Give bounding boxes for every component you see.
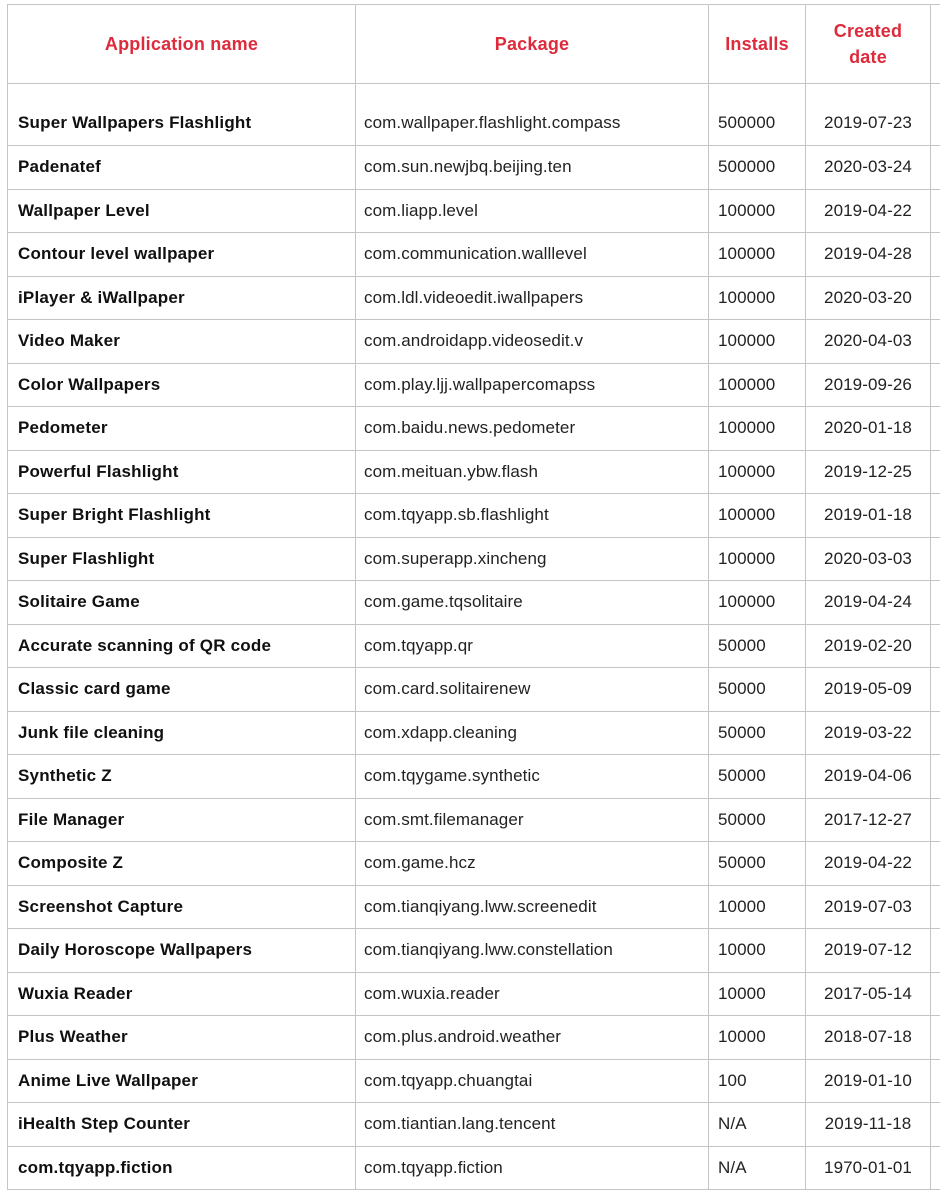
table-row (8, 929, 940, 973)
created-date-cell: 2019-11-18 (806, 1103, 931, 1147)
installs-cell: 100000 (709, 276, 806, 320)
extra-cell (931, 929, 940, 973)
package-cell: com.superapp.xincheng (356, 537, 709, 581)
table-row (8, 276, 940, 320)
installs-cell: N/A (709, 1103, 806, 1147)
table-row (8, 885, 940, 929)
app-name-cell: Classic card game (8, 668, 356, 712)
package-cell: com.tqyapp.fiction (356, 1146, 709, 1190)
app-name-cell: Daily Horoscope Wallpapers (8, 929, 356, 973)
extra-cell (931, 84, 940, 146)
created-date-cell: 2019-07-12 (806, 929, 931, 973)
package-cell: com.wuxia.reader (356, 972, 709, 1016)
installs-cell: 100000 (709, 494, 806, 538)
installs-cell: N/A (709, 1146, 806, 1190)
package-cell: com.tqygame.synthetic (356, 755, 709, 799)
table-row (8, 711, 940, 755)
app-name-cell: Color Wallpapers (8, 363, 356, 407)
table-row (8, 494, 940, 538)
table-row (8, 1016, 940, 1060)
extra-cell (931, 885, 940, 929)
extra-cell (931, 1103, 940, 1147)
app-name-cell: Plus Weather (8, 1016, 356, 1060)
extra-cell (931, 755, 940, 799)
table-row (8, 233, 940, 277)
extra-cell (931, 842, 940, 886)
table-row (8, 1103, 940, 1147)
app-name-cell: Wallpaper Level (8, 189, 356, 233)
created-date-cell: 1970-01-01 (806, 1146, 931, 1190)
col-header-created-date: Created date (806, 5, 931, 84)
package-cell: com.tqyapp.sb.flashlight (356, 494, 709, 538)
installs-cell: 10000 (709, 929, 806, 973)
created-date-cell: 2020-01-18 (806, 407, 931, 451)
extra-cell (931, 407, 940, 451)
table-row (8, 84, 940, 146)
app-name-cell: Pedometer (8, 407, 356, 451)
installs-cell: 100 (709, 1059, 806, 1103)
app-name-cell: Synthetic Z (8, 755, 356, 799)
app-name-cell: com.tqyapp.fiction (8, 1146, 356, 1190)
package-cell: com.sun.newjbq.beijing.ten (356, 146, 709, 190)
app-name-cell: Super Flashlight (8, 537, 356, 581)
extra-cell (931, 233, 940, 277)
installs-cell: 500000 (709, 84, 806, 146)
extra-cell (931, 494, 940, 538)
extra-cell (931, 1146, 940, 1190)
app-name-cell: File Manager (8, 798, 356, 842)
extra-cell (931, 972, 940, 1016)
package-cell: com.game.tqsolitaire (356, 581, 709, 625)
table-row (8, 624, 940, 668)
package-cell: com.liapp.level (356, 189, 709, 233)
extra-cell (931, 668, 940, 712)
installs-cell: 50000 (709, 668, 806, 712)
created-date-cell: 2018-07-18 (806, 1016, 931, 1060)
extra-cell (931, 363, 940, 407)
table-row (8, 798, 940, 842)
package-cell: com.meituan.ybw.flash (356, 450, 709, 494)
installs-cell: 100000 (709, 537, 806, 581)
created-date-cell: 2019-12-25 (806, 450, 931, 494)
created-date-cell: 2020-04-03 (806, 320, 931, 364)
installs-cell: 100000 (709, 581, 806, 625)
app-name-cell: Anime Live Wallpaper (8, 1059, 356, 1103)
package-cell: com.androidapp.videosedit.v (356, 320, 709, 364)
installs-cell: 100000 (709, 363, 806, 407)
package-cell: com.tqyapp.chuangtai (356, 1059, 709, 1103)
table-row (8, 668, 940, 712)
extra-cell (931, 1016, 940, 1060)
extra-cell (931, 798, 940, 842)
installs-cell: 100000 (709, 450, 806, 494)
installs-cell: 100000 (709, 407, 806, 451)
created-date-cell: 2019-02-20 (806, 624, 931, 668)
table-row (8, 146, 940, 190)
created-date-cell: 2019-01-18 (806, 494, 931, 538)
created-date-cell: 2019-05-09 (806, 668, 931, 712)
created-date-cell: 2019-07-23 (806, 84, 931, 146)
app-name-cell: iHealth Step Counter (8, 1103, 356, 1147)
extra-cell (931, 624, 940, 668)
app-name-cell: Screenshot Capture (8, 885, 356, 929)
table-row (8, 842, 940, 886)
app-name-cell: Contour level wallpaper (8, 233, 356, 277)
table-row (8, 1146, 940, 1190)
created-date-cell: 2019-04-06 (806, 755, 931, 799)
table-row (8, 537, 940, 581)
extra-cell (931, 1059, 940, 1103)
package-cell: com.baidu.news.pedometer (356, 407, 709, 451)
package-cell: com.smt.filemanager (356, 798, 709, 842)
installs-cell: 50000 (709, 711, 806, 755)
installs-cell: 500000 (709, 146, 806, 190)
created-date-cell: 2017-05-14 (806, 972, 931, 1016)
col-header-installs: Installs (709, 5, 806, 84)
app-name-cell: Video Maker (8, 320, 356, 364)
extra-cell (931, 711, 940, 755)
table-row (8, 189, 940, 233)
table-row (8, 363, 940, 407)
installs-cell: 50000 (709, 842, 806, 886)
app-name-cell: Composite Z (8, 842, 356, 886)
package-cell: com.xdapp.cleaning (356, 711, 709, 755)
package-cell: com.ldl.videoedit.iwallpapers (356, 276, 709, 320)
table-row (8, 1059, 940, 1103)
table-row (8, 450, 940, 494)
app-name-cell: Padenatef (8, 146, 356, 190)
table-row (8, 407, 940, 451)
package-cell: com.plus.android.weather (356, 1016, 709, 1060)
installs-cell: 50000 (709, 624, 806, 668)
app-name-cell: Accurate scanning of QR code (8, 624, 356, 668)
installs-cell: 100000 (709, 189, 806, 233)
installs-cell: 100000 (709, 233, 806, 277)
col-header-extra (931, 5, 940, 84)
created-date-cell: 2020-03-03 (806, 537, 931, 581)
malicious-apps-table (7, 4, 940, 1190)
package-cell: com.communication.walllevel (356, 233, 709, 277)
extra-cell (931, 450, 940, 494)
installs-cell: 10000 (709, 885, 806, 929)
extra-cell (931, 189, 940, 233)
package-cell: com.tiantian.lang.tencent (356, 1103, 709, 1147)
package-cell: com.tianqiyang.lww.screenedit (356, 885, 709, 929)
package-cell: com.wallpaper.flashlight.compass (356, 84, 709, 146)
package-cell: com.tianqiyang.lww.constellation (356, 929, 709, 973)
app-name-cell: Wuxia Reader (8, 972, 356, 1016)
extra-cell (931, 276, 940, 320)
extra-cell (931, 320, 940, 364)
extra-cell (931, 581, 940, 625)
created-date-cell: 2019-04-22 (806, 189, 931, 233)
table-header (8, 5, 940, 84)
created-date-cell: 2019-04-28 (806, 233, 931, 277)
created-date-cell: 2020-03-20 (806, 276, 931, 320)
installs-cell: 10000 (709, 1016, 806, 1060)
extra-cell (931, 146, 940, 190)
created-date-cell: 2019-07-03 (806, 885, 931, 929)
created-date-cell: 2019-04-24 (806, 581, 931, 625)
created-date-cell: 2019-09-26 (806, 363, 931, 407)
table-row (8, 972, 940, 1016)
app-name-cell: Solitaire Game (8, 581, 356, 625)
col-header-package: Package (356, 5, 709, 84)
package-cell: com.play.ljj.wallpapercomapss (356, 363, 709, 407)
app-name-cell: iPlayer & iWallpaper (8, 276, 356, 320)
col-header-application-name: Application name (8, 5, 356, 84)
app-name-cell: Super Wallpapers Flashlight (8, 84, 356, 146)
app-name-cell: Powerful Flashlight (8, 450, 356, 494)
installs-cell: 100000 (709, 320, 806, 364)
created-date-cell: 2019-01-10 (806, 1059, 931, 1103)
app-name-cell: Junk file cleaning (8, 711, 356, 755)
created-date-cell: 2020-03-24 (806, 146, 931, 190)
installs-cell: 10000 (709, 972, 806, 1016)
table-row (8, 755, 940, 799)
created-date-cell: 2019-04-22 (806, 842, 931, 886)
app-name-cell: Super Bright Flashlight (8, 494, 356, 538)
installs-cell: 50000 (709, 755, 806, 799)
created-date-cell: 2019-03-22 (806, 711, 931, 755)
table-row (8, 320, 940, 364)
table-body (8, 84, 940, 1190)
installs-cell: 50000 (709, 798, 806, 842)
header-row (8, 5, 940, 84)
extra-cell (931, 537, 940, 581)
created-date-cell: 2017-12-27 (806, 798, 931, 842)
package-cell: com.game.hcz (356, 842, 709, 886)
package-cell: com.card.solitairenew (356, 668, 709, 712)
package-cell: com.tqyapp.qr (356, 624, 709, 668)
table-row (8, 581, 940, 625)
